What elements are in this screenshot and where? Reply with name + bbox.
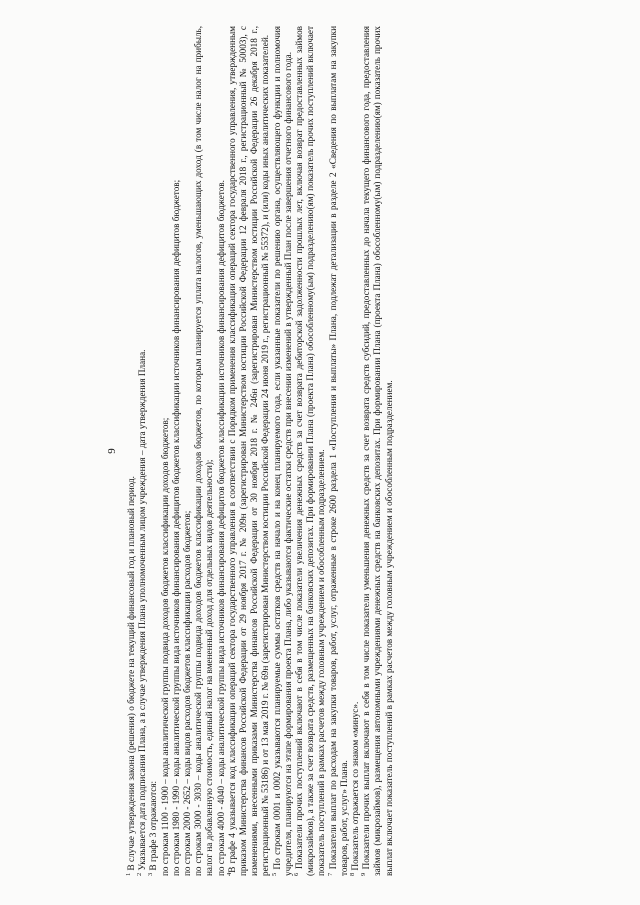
footnote-item — [171, 26, 182, 876]
footnote-text: по строкам 1100 - 1900 – коды аналитической группы подвида доходов бюджетов классификации доходов бюджетов; — [159, 417, 170, 876]
footnote-item — [193, 26, 215, 876]
footnote-item — [216, 26, 227, 876]
footnote-mark: 1 — [124, 872, 132, 876]
footnote-item — [160, 26, 171, 876]
page-number: 9 — [106, 448, 118, 454]
footnote — [148, 26, 159, 876]
footnote-text: Показатели прочих поступлений включают в себя в том числе показатели увеличения денежных средств за счет возврата дебиторской задолженности прошлых лет, включая возврат предоставленных займов (микрозаймов), а также за счет возврата средств, размещенных на банковских депозитах. При формировании Плана (проекта Плана) обособленному(ым) подразделению(ям) показатель прочих поступлений включает показатель поступлений в рамках расчетов между головным учреждением и обособленным подразделением. — [294, 26, 327, 876]
footnote-mark: 5 — [270, 872, 278, 876]
footnote — [126, 26, 137, 876]
footnote-text: по строкам 2000 - 2652 – коды видов расходов бюджетов классификации расходов бюджетов; — [182, 510, 193, 876]
footnote — [294, 26, 328, 876]
footnote — [361, 26, 395, 876]
footnote-text: по строкам 3000 - 3030 – коды аналитической группы подвида доходов бюджетов классификации доходов бюджетов, по которым планируется уплата налогов, уменьшающих доход (в том числе налог на прибыль, налог на добавленную стоимость, единый налог на вмененный доход для отдельных видов деятельности); — [193, 26, 215, 876]
footnote-text: Показатели прочих выплат включают в себя в том числе показатели уменьшения денежных средств за счет возврата средств субсидий, предоставленных до начала текущего финансового года, предоставления займов (микрозаймов), размещения автономными учреждениями денежных средств на банковских депозитах. При формировании Плана (проекта Плана) обособленному(ым) подразделению(ям) показатель прочих выплат включает показатель поступлений в рамках расчетов между головным учреждением и обособленным подразделением. — [361, 26, 394, 876]
rotated-page-content — [106, 25, 544, 876]
footnote — [328, 26, 350, 876]
footnote-mark: 6 — [292, 872, 300, 876]
footnote — [272, 26, 294, 876]
footnote-text: Показатель отражается со знаком «минус». — [350, 701, 361, 871]
footnote-mark: 3 — [147, 872, 155, 876]
footnote — [137, 26, 148, 876]
footnote-mark: 9 — [360, 872, 368, 876]
footnote-text: В случае утверждения закона (решения) о бюджете на текущий финансовый год и плановый период. — [126, 476, 136, 871]
footnote-mark: 8 — [349, 872, 356, 876]
footnote-text: Указывается дата подписания Плана, а в случае утверждения Плана уполномоченным лицом учреждения – дата утверждения Плана. — [137, 349, 148, 871]
footnote-text: по строкам 4000 - 4040 – коды аналитической группы вида источников финансирования дефицитов бюджетов классификации источников финансирования дефицитов бюджетов. — [215, 180, 226, 876]
footnote-mark: 2 — [136, 872, 144, 876]
footnote-mark: 7 — [326, 872, 334, 876]
footnote-mark: 4 — [225, 872, 233, 876]
footnotes-block — [126, 26, 395, 876]
footnote — [227, 26, 272, 876]
footnote-text: По строкам 0001 и 0002 указываются планируемые суммы остатков средств на начало и на конец планируемого года, если указанные показатели по решению органа, осуществляющего функции и полномочия учредителя, планируются на этапе формирования проекта Плана, либо указываются фактические остатки средств при внесении изменений в утвержденный План после завершения отчетного финансового года. — [271, 25, 293, 876]
footnote-text: по строкам 1980 - 1990 – коды аналитической группы вида источников финансирования дефицитов бюджетов классификации источников финансирования дефицитов бюджетов; — [170, 179, 181, 876]
footnote — [350, 26, 361, 876]
footnote-text: Показатели выплат по расходам на закупки товаров, работ, услуг, отраженные в строке 2600 раздела 1 «Поступления и выплаты» Плана, подлежат детализации в разделе 2 «Сведения по выплатам на закупки товаров, работ, услуг» Плана. — [327, 26, 349, 876]
footnote-text: В графе 3 отражаются: — [148, 780, 159, 871]
footnote-item — [182, 26, 193, 876]
footnote-text: В графе 4 указывается код классификации операций сектора государственного управления в соответствии с Порядком применения классификации операций сектора государственного управления, утвержденным приказом Министерства финансов Российской Федерации от 29 ноября 2017 г. № 209н (зарегистрирован Министерством юстиции Российской Федерации 12 февраля 2018 г., регистрационный № 50003), с изменениями, внесенными приказами Министерства финансов Российской Федерации от 30 ноября 2018 г. № 246н (зарегистрирован Министерством юстиции Российской Федерации 26 декабря 2018 г., регистрационный № 53186) и от 13 мая 2019 г. № 69н (зарегистрирован Министерством юстиции Российской Федерации 24 июня 2019 г., регистрационный № 55372), и (или) коды иных аналитических показателей. — [226, 26, 271, 876]
